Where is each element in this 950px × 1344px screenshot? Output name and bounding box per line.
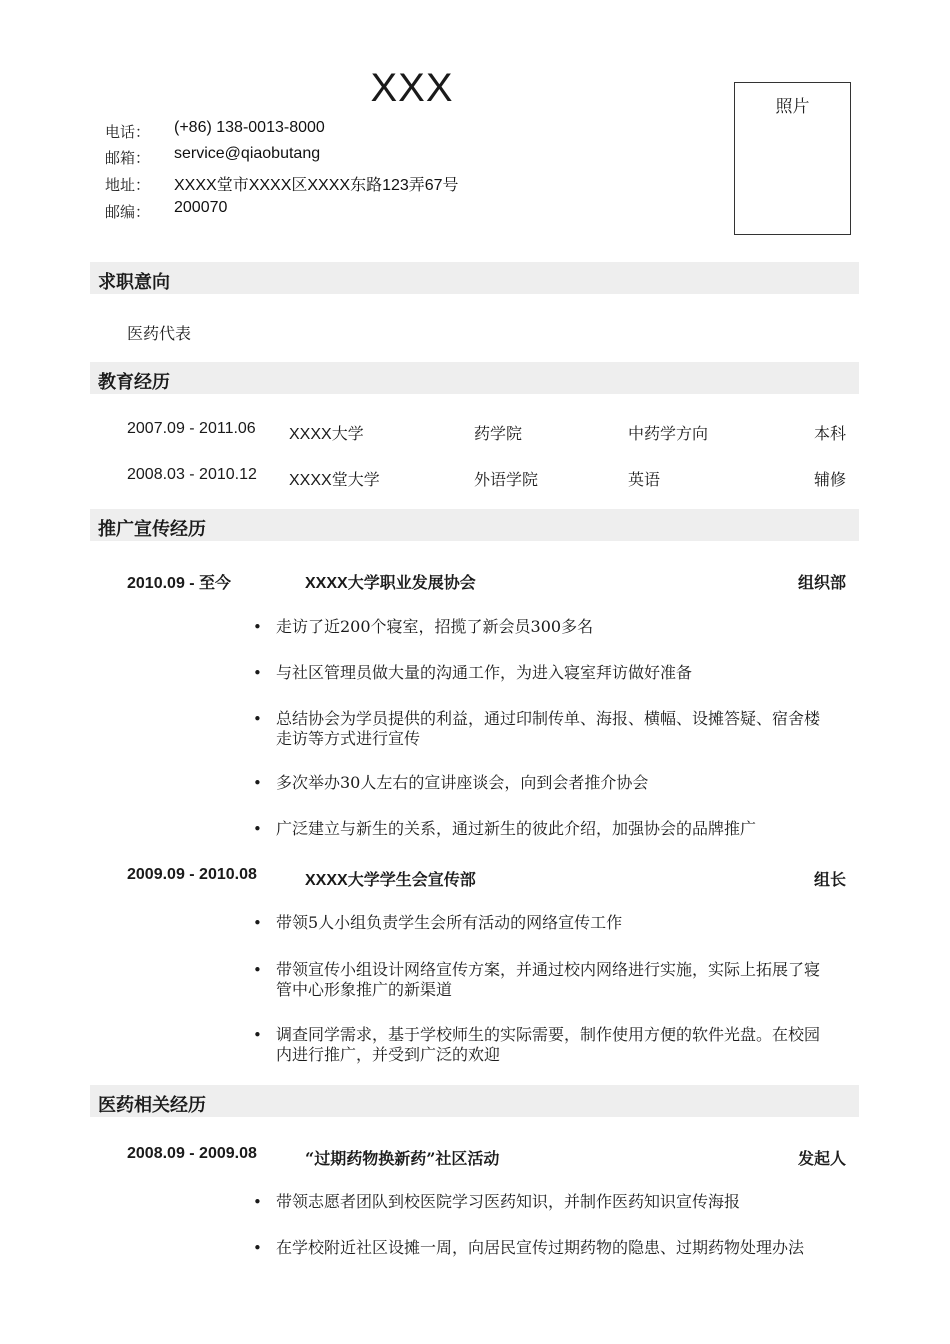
section-title: 医药相关经历 bbox=[98, 1095, 206, 1116]
education-school: XXXX堂大学 bbox=[289, 472, 380, 489]
experience-item: 在学校附近社区设摊一周，向居民宣传过期药物的隐患、过期药物处理办法 bbox=[276, 1238, 805, 1257]
medical-section-header bbox=[90, 1085, 859, 1117]
bullet-icon: • bbox=[253, 664, 262, 682]
education-section-header bbox=[90, 362, 859, 394]
experience-item: 带领志愿者团队到校医院学习医药知识，并制作医药知识宣传海报 bbox=[276, 1192, 741, 1211]
experience-item: 带领宣传小组设计网络宣传方案，并通过校内网络进行实施，实际上拓展了寝 bbox=[276, 960, 821, 979]
email-value: service@qiaobutang bbox=[174, 145, 321, 162]
resume-name: XXX bbox=[370, 66, 454, 110]
postcode-label: 邮编： bbox=[105, 203, 151, 221]
experience-item-continued: 走访等方式进行宣传 bbox=[276, 729, 421, 748]
experience-org: “过期药物换新药”社区活动 bbox=[305, 1149, 500, 1168]
bullet-icon: • bbox=[253, 961, 262, 979]
objective-section-header bbox=[90, 262, 859, 294]
postcode-value: 200070 bbox=[174, 199, 228, 216]
experience-org: XXXX大学职业发展协会 bbox=[305, 575, 476, 592]
experience-item: 走访了近200个寝室，招揽了新会员300多名 bbox=[276, 617, 594, 636]
experience-item-continued: 管中心形象推广的新渠道 bbox=[276, 980, 453, 999]
education-period: 2008.03 - 2010.12 bbox=[127, 466, 257, 483]
education-major: 中药学方向 bbox=[628, 424, 709, 443]
experience-role: 发起人 bbox=[797, 1149, 846, 1168]
bullet-icon: • bbox=[253, 774, 262, 792]
phone-value: (+86) 138-0013-8000 bbox=[174, 119, 325, 136]
experience-item: 带领5人小组负责学生会所有活动的网络宣传工作 bbox=[276, 913, 623, 932]
experience-item: 调查同学需求，基于学校师生的实际需要，制作使用方便的软件光盘。在校园 bbox=[276, 1025, 821, 1044]
phone-label: 电话： bbox=[105, 123, 151, 141]
promotion-section-header bbox=[90, 509, 859, 541]
experience-period: 2008.09 - 2009.08 bbox=[127, 1145, 257, 1162]
education-college: 外语学院 bbox=[474, 470, 539, 489]
experience-role: 组织部 bbox=[797, 573, 846, 592]
address-value: XXXX堂市XXXX区XXXX东路123弄67号 bbox=[174, 177, 459, 194]
section-title: 求职意向 bbox=[98, 272, 170, 293]
education-major: 英语 bbox=[628, 470, 661, 489]
bullet-icon: • bbox=[253, 1239, 262, 1257]
education-degree: 本科 bbox=[813, 424, 846, 443]
education-college: 药学院 bbox=[474, 424, 523, 443]
bullet-icon: • bbox=[253, 1193, 262, 1211]
section-title: 教育经历 bbox=[98, 372, 170, 393]
photo-label: 照片 bbox=[775, 97, 810, 117]
education-degree: 辅修 bbox=[813, 470, 846, 489]
bullet-icon: • bbox=[253, 618, 262, 636]
education-period: 2007.09 - 2011.06 bbox=[127, 420, 256, 437]
experience-period: 2010.09 - 至今 bbox=[127, 575, 232, 592]
education-school: XXXX大学 bbox=[289, 426, 364, 443]
address-label: 地址： bbox=[105, 176, 151, 194]
bullet-icon: • bbox=[253, 820, 262, 838]
email-label: 邮箱： bbox=[105, 149, 151, 167]
experience-org: XXXX大学学生会宣传部 bbox=[305, 872, 476, 889]
experience-item: 总结协会为学员提供的利益，通过印制传单、海报、横幅、设摊答疑、宿舍楼 bbox=[276, 709, 821, 728]
bullet-icon: • bbox=[253, 1026, 262, 1044]
experience-period: 2009.09 - 2010.08 bbox=[127, 866, 257, 883]
bullet-icon: • bbox=[253, 710, 262, 728]
photo-placeholder bbox=[734, 82, 851, 235]
experience-item: 与社区管理员做大量的沟通工作，为进入寝室拜访做好准备 bbox=[276, 663, 693, 682]
bullet-icon: • bbox=[253, 914, 262, 932]
section-title: 推广宣传经历 bbox=[98, 519, 206, 540]
experience-role: 组长 bbox=[813, 870, 846, 889]
experience-item-continued: 内进行推广，并受到广泛的欢迎 bbox=[276, 1045, 501, 1064]
experience-item: 多次举办30人左右的宣讲座谈会，向到会者推介协会 bbox=[276, 773, 649, 792]
experience-item: 广泛建立与新生的关系，通过新生的彼此介绍，加强协会的品牌推广 bbox=[276, 819, 757, 838]
objective-value: 医药代表 bbox=[127, 324, 192, 343]
